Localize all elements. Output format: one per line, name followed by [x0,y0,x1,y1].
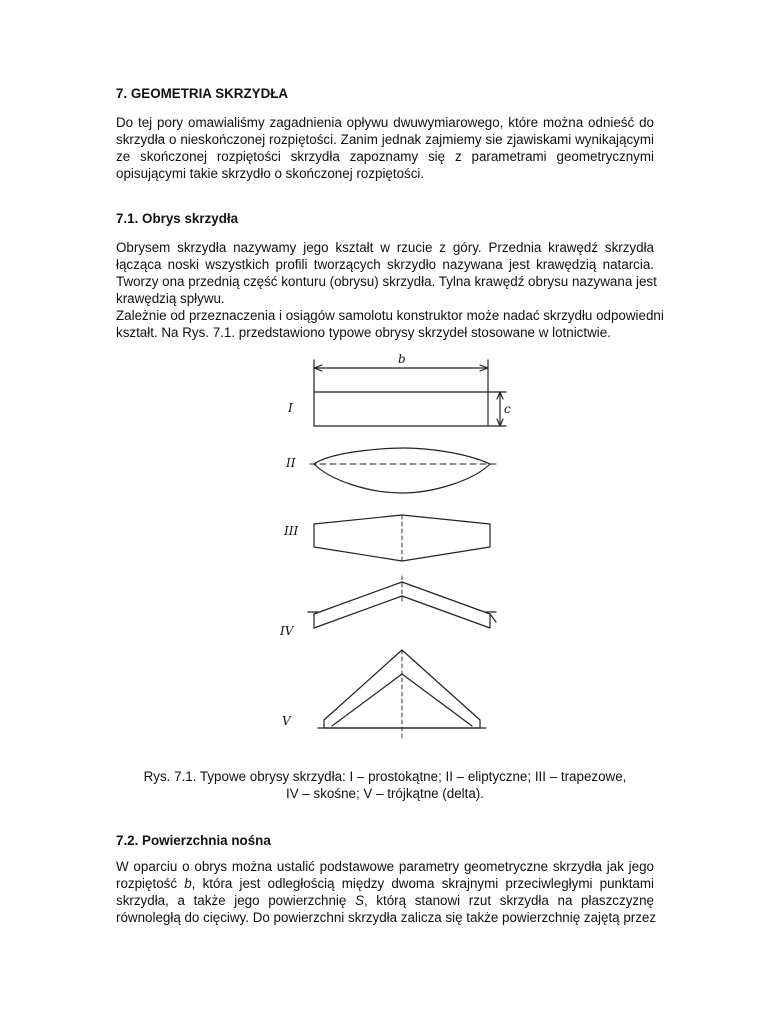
swept-chord-tick [490,614,496,622]
intro-paragraph [116,114,654,182]
section-heading-7-2: 7.2. Powierzchnia nośna [116,833,271,848]
outline-label-ii: II [286,456,296,470]
text-line: kształt. Na Rys. 7.1. przedstawiono typowe obrysy skrzydeł stosowane w lotnictwie. [116,325,611,340]
caption-line: IV – skośne; V – trójkątne (delta). [286,786,484,801]
wing-swept [314,582,490,628]
text-fragment: rozpiętość [116,876,185,891]
text-line [116,892,654,909]
text-line: równoległą do cięciwy. Do powierzchni skrzydła zalicza się także powierzchnię zajętą przez [116,910,657,925]
wing-outlines-figure [274,350,619,748]
text-line: krawędzią spływu. [116,291,225,306]
text-line: skrzydła o nieskończonej rozpiętości. Zanim jednak zajmiemy sie zjawiskami wynikającymi [116,132,654,147]
lifting-surface-paragraph [116,858,657,926]
text-line: W oparciu o obrys można ustalić podstawowe parametry geometryczne skrzydła jak jego [116,859,654,874]
text-line [116,875,654,892]
text-fragment: , którą stanowi rzut skrzydła na płaszczyznę [363,893,654,908]
text-fragment: skrzydła, a także jego powierzchnię [116,893,355,908]
outline-label-i: I [288,401,293,415]
caption-line: Rys. 7.1. Typowe obrysy skrzydła: I – prostokątne; II – eliptyczne; III – trapezowe, [143,769,627,784]
text-line: Zależnie od przeznaczenia i osiągów samolotu konstruktor może nadać skrzydłu odpowiedni [116,308,664,323]
figure-caption [116,768,654,802]
section-heading-7-1: 7.1. Obrys skrzydła [116,211,239,226]
text-line: Do tej pory omawialiśmy zagadnienia opływu dwuwymiarowego, które można odnieść do [116,115,654,130]
outline-label-v: V [282,714,291,728]
wing-elliptical [314,448,490,493]
outline-label-iii: III [284,524,299,538]
text-line: ze skończonej rozpiętości skrzydła zapoznamy się z parametrami geometrycznymi [116,149,654,164]
wing-rectangular [314,392,488,426]
text-line: opisującymi takie skrzydło o skończonej rozpiętości. [116,166,425,181]
text-fragment: , która jest odległością między dwoma skrajnymi przeciwległymi punktami [191,876,655,891]
text-line: łącząca noski wszystkich profili tworzących skrzydło nazywana jest krawędzią natarcia. [116,257,654,272]
wing-outline-paragraph [116,239,664,341]
outline-label-iv: IV [280,624,294,638]
chord-label: c [504,402,511,416]
text-line: Tworzy ona przednią część konturu (obrysu) skrzydła. Tylna krawędź obrysu nazywana jest [116,274,657,289]
span-label: b [398,352,406,366]
area-symbol: S [355,893,364,908]
text-line: Obrysem skrzydła nazywamy jego kształt w rzucie z góry. Przednia krawędź skrzydła [116,240,654,255]
span-symbol: b [184,876,192,891]
section-heading-7: 7. GEOMETRIA SKRZYDŁA [116,86,289,101]
